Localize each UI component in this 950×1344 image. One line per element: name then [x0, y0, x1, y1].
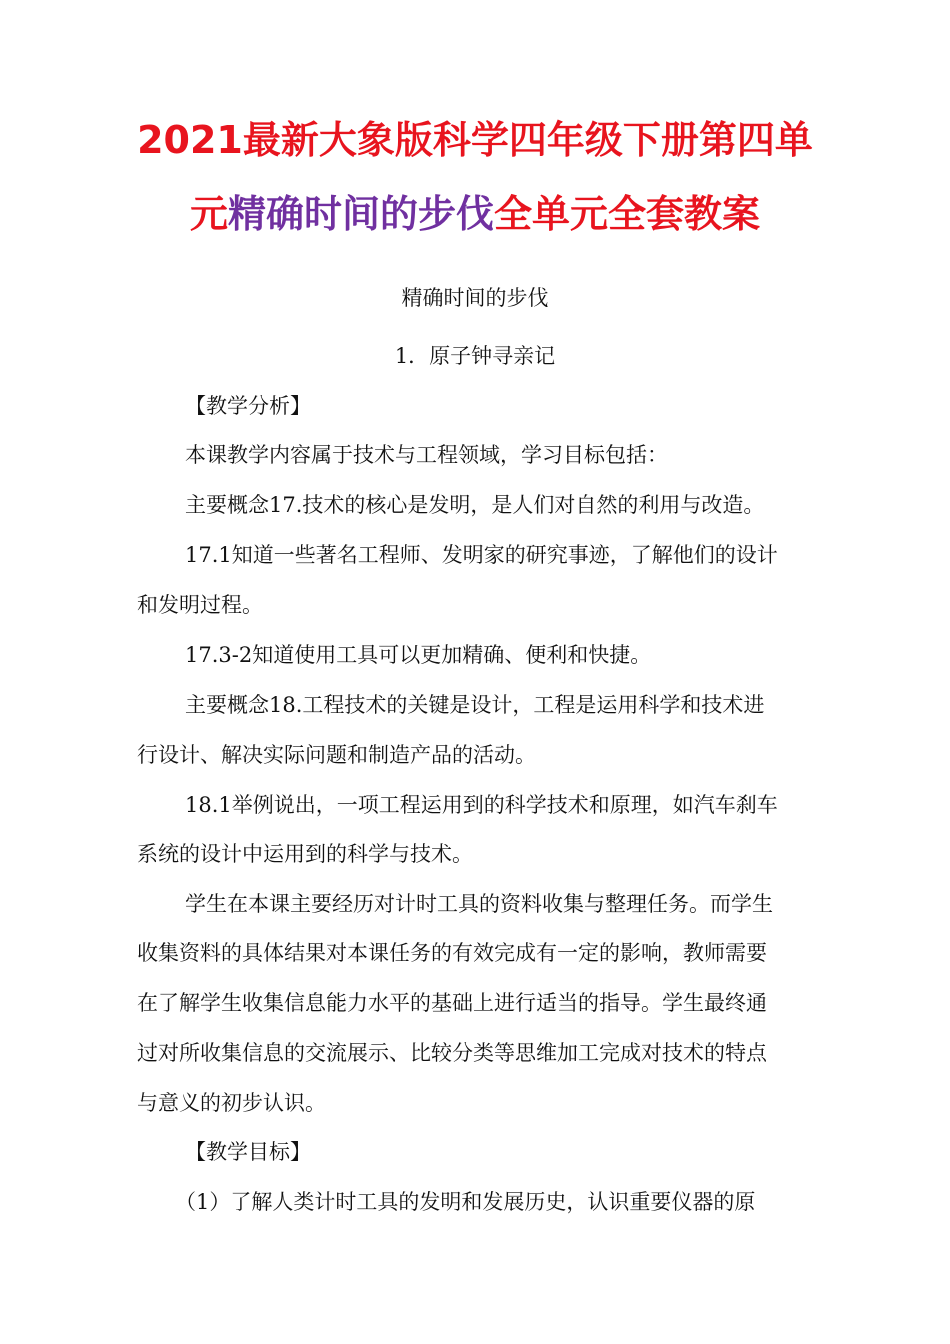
paragraph-line: 行设计、解决实际问题和制造产品的活动。 — [137, 743, 536, 767]
paragraph-line: 主要概念17.技术的核心是发明，是人们对自然的利用与改造。 — [185, 493, 765, 517]
paragraph-line: 与意义的初步认识。 — [137, 1091, 326, 1115]
document-title-line-2 — [0, 190, 950, 238]
paragraph-line: 系统的设计中运用到的科学与技术。 — [137, 842, 473, 866]
title-segment-purple: 精确时间的步伐 — [227, 192, 494, 236]
paragraph-line: 17.3-2知道使用工具可以更加精确、便利和快捷。 — [185, 643, 652, 667]
paragraph-line: 本课教学内容属于技术与工程领域，学习目标包括： — [185, 443, 668, 467]
section-title: 精确时间的步伐 — [401, 286, 549, 310]
paragraph-line: 收集资料的具体结果对本课任务的有效完成有一定的影响，教师需要 — [137, 941, 767, 965]
paragraph-line: 18.1举例说出，一项工程运用到的科学技术和原理，如汽车刹车 — [185, 793, 778, 817]
paragraph-line: 17.1知道一些著名工程师、发明家的研究事迹，了解他们的设计 — [185, 543, 778, 567]
paragraph-line: （1）了解人类计时工具的发明和发展历史，认识重要仪器的原 — [175, 1190, 756, 1214]
heading-teaching-objectives: 【教学目标】 — [185, 1140, 311, 1164]
paragraph-line: 学生在本课主要经历对计时工具的资料收集与整理任务。而学生 — [185, 892, 773, 916]
paragraph-line: 在了解学生收集信息能力水平的基础上进行适当的指导。学生最终通 — [137, 991, 767, 1015]
title-segment-red-start: 元 — [189, 192, 228, 236]
paragraph-line: 和发明过程。 — [137, 593, 263, 617]
document-title-line-1: 2021最新大象版科学四年级下册第四单 — [137, 118, 813, 162]
heading-teaching-analysis: 【教学分析】 — [185, 394, 311, 418]
paragraph-line: 主要概念18.工程技术的关键是设计，工程是运用科学和技术进 — [185, 693, 765, 717]
title-segment-red-end: 全单元全套教案 — [494, 192, 761, 236]
lesson-title: 1．原子钟寻亲记 — [394, 344, 556, 368]
paragraph-line: 过对所收集信息的交流展示、比较分类等思维加工完成对技术的特点 — [137, 1041, 767, 1065]
